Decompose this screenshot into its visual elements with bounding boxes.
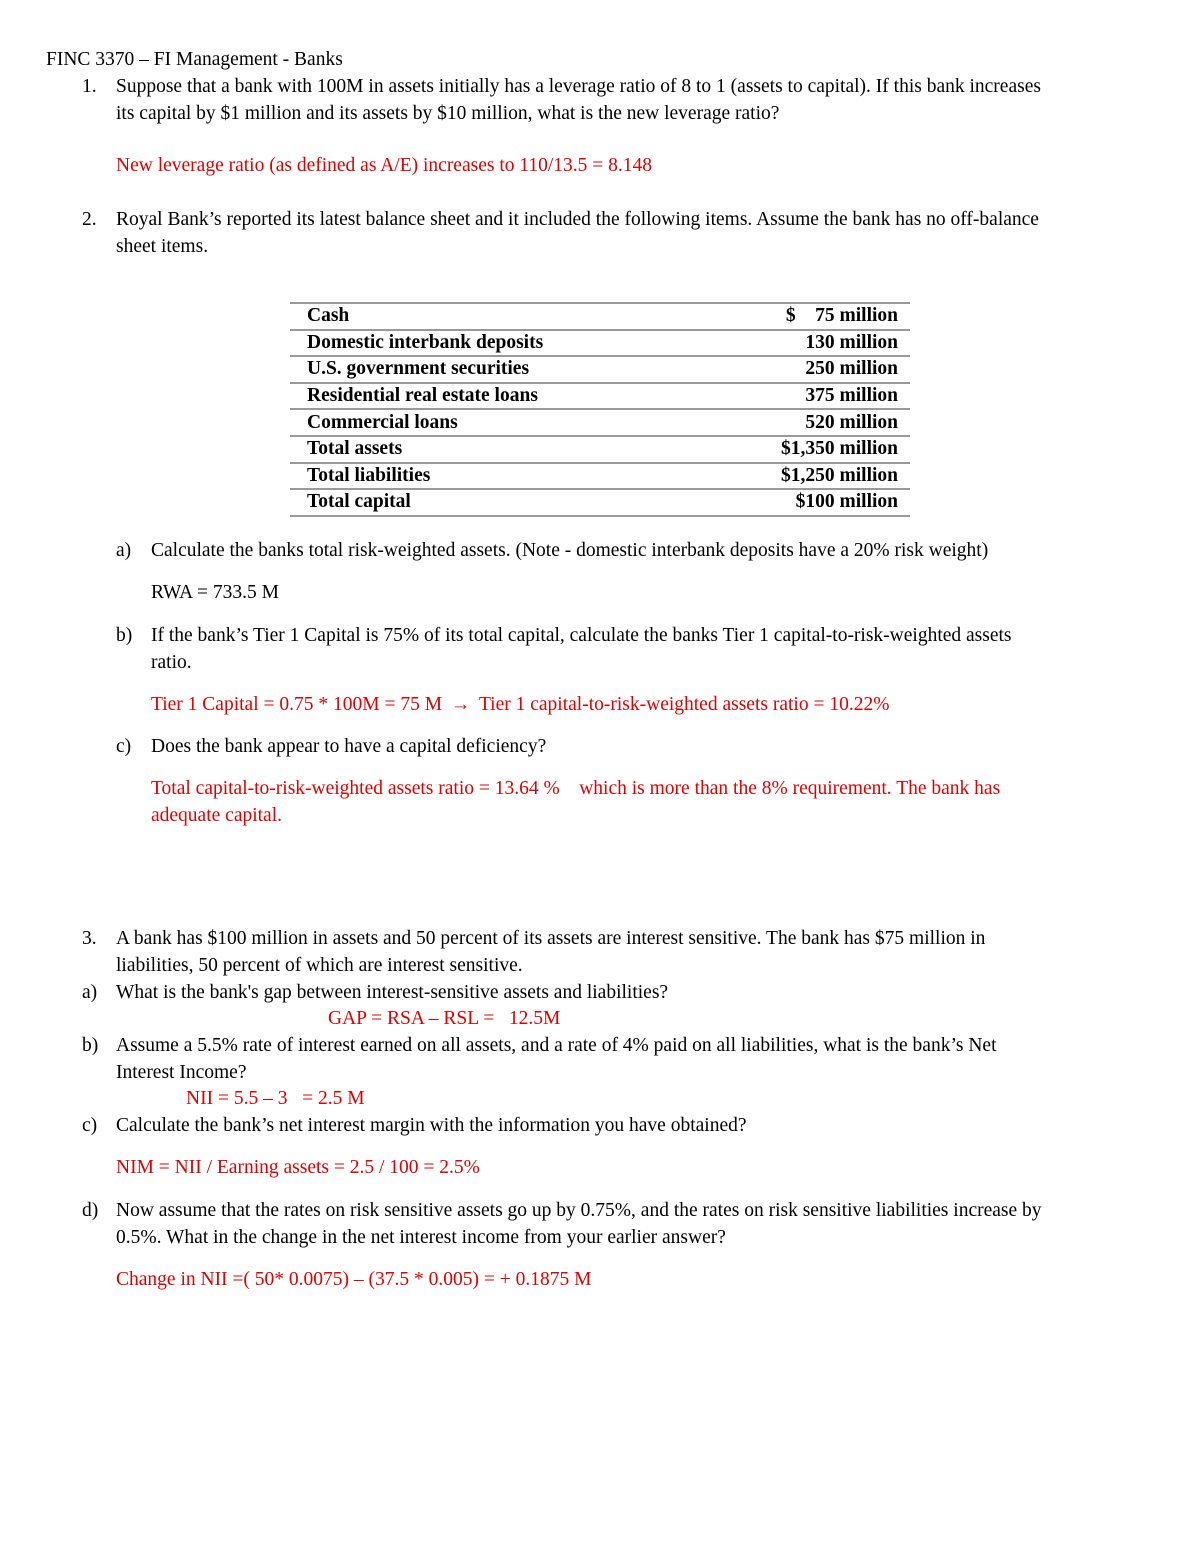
q2b-answer [151,691,889,718]
row-value: $100 million [690,489,910,516]
q1-text-line2: its capital by $1 million and its assets by $10 million, what is the new leverage ratio? [116,103,780,124]
page-title: FINC 3370 – FI Management - Banks [46,49,343,70]
arrow-right-icon: → [450,694,471,715]
row-value: $1,250 million [690,463,910,490]
table-row [290,356,910,383]
row-item: Total capital [290,489,690,516]
q3c-text: Calculate the bank’s net interest margin with the information you have obtained? [116,1115,747,1136]
q3d-text-line2: 0.5%. What in the change in the net interest income from your earlier answer? [116,1227,726,1248]
q2c-label: c) [116,736,132,757]
q2-text-line2: sheet items. [116,236,209,257]
q3c-answer: NIM = NII / Earning assets = 2.5 / 100 = 2.5% [116,1157,480,1178]
row-item: Residential real estate loans [290,383,690,410]
table-row [290,489,910,516]
q1-text-line1: Suppose that a bank with 100M in assets initially has a leverage ratio of 8 to 1 (assets to capital). If this bank increases [116,76,1041,97]
q1-answer: New leverage ratio (as defined as A/E) increases to 110/13.5 = 8.148 [116,155,653,176]
table-row [290,303,910,330]
row-item: U.S. government securities [290,356,690,383]
row-item: Total liabilities [290,463,690,490]
table-row [290,330,910,357]
row-value: 375 million [690,383,910,410]
q1-number: 1. [82,76,97,97]
q2c-answer-line1: Total capital-to-risk-weighted assets ratio = 13.64 % which is more than the 8% requirement. The bank has [151,778,1001,799]
row-item: Total assets [290,436,690,463]
row-value: 520 million [690,409,910,436]
row-item: Commercial loans [290,409,690,436]
table-row [290,436,910,463]
q2b-answer-part1: Tier 1 Capital = 0.75 * 100M = 75 M [151,694,443,715]
q2a-text: Calculate the banks total risk-weighted assets. (Note - domestic interbank deposits have a 20% risk weight) [151,540,989,561]
q2-text-line1: Royal Bank’s reported its latest balance sheet and it included the following items. Assume the bank has no off-balance [116,209,1039,230]
q3b-text-line2: Interest Income? [116,1062,247,1083]
q2c-answer-line2: adequate capital. [151,805,283,826]
q3-text-line1: A bank has $100 million in assets and 50 percent of its assets are interest sensitive. The bank has $75 million in [116,928,986,949]
row-value: $1,350 million [690,436,910,463]
q2b-answer-part2: Tier 1 capital-to-risk-weighted assets ratio = 10.22% [478,694,890,715]
q2b-text-line2: ratio. [151,652,192,673]
row-value: $ 75 million [690,303,910,330]
q3d-text-line1: Now assume that the rates on risk sensitive assets go up by 0.75%, and the rates on risk sensitive liabilities increase by [116,1200,1042,1221]
row-value: 250 million [690,356,910,383]
table-row [290,463,910,490]
row-value: 130 million [690,330,910,357]
row-item: Cash [290,303,690,330]
q3b-answer: NII = 5.5 – 3 = 2.5 M [186,1088,365,1109]
table-row [290,383,910,410]
balance-sheet-table [290,302,910,517]
q3b-label: b) [82,1035,99,1056]
q3c-label: c) [82,1115,98,1136]
q3-text-line2: liabilities, 50 percent of which are interest sensitive. [116,955,523,976]
q3-number: 3. [82,928,97,949]
q2a-answer: RWA = 733.5 M [151,582,280,603]
q3d-label: d) [82,1200,99,1221]
q2b-label: b) [116,625,133,646]
table-row [290,409,910,436]
q2a-label: a) [116,540,132,561]
q2b-text-line1: If the bank’s Tier 1 Capital is 75% of its total capital, calculate the banks Tier 1 capital-to-risk-weighted assets [151,625,1012,646]
row-item: Domestic interbank deposits [290,330,690,357]
q2-number: 2. [82,209,97,230]
q3a-label: a) [82,982,98,1003]
q3a-text: What is the bank's gap between interest-sensitive assets and liabilities? [116,982,669,1003]
q2c-text: Does the bank appear to have a capital deficiency? [151,736,547,757]
q3a-answer: GAP = RSA – RSL = 12.5M [328,1008,561,1029]
q3b-text-line1: Assume a 5.5% rate of interest earned on all assets, and a rate of 4% paid on all liabilities, what is the bank’s Net [116,1035,997,1056]
q3d-answer: Change in NII =( 50* 0.0075) – (37.5 * 0.005) = + 0.1875 M [116,1269,592,1290]
